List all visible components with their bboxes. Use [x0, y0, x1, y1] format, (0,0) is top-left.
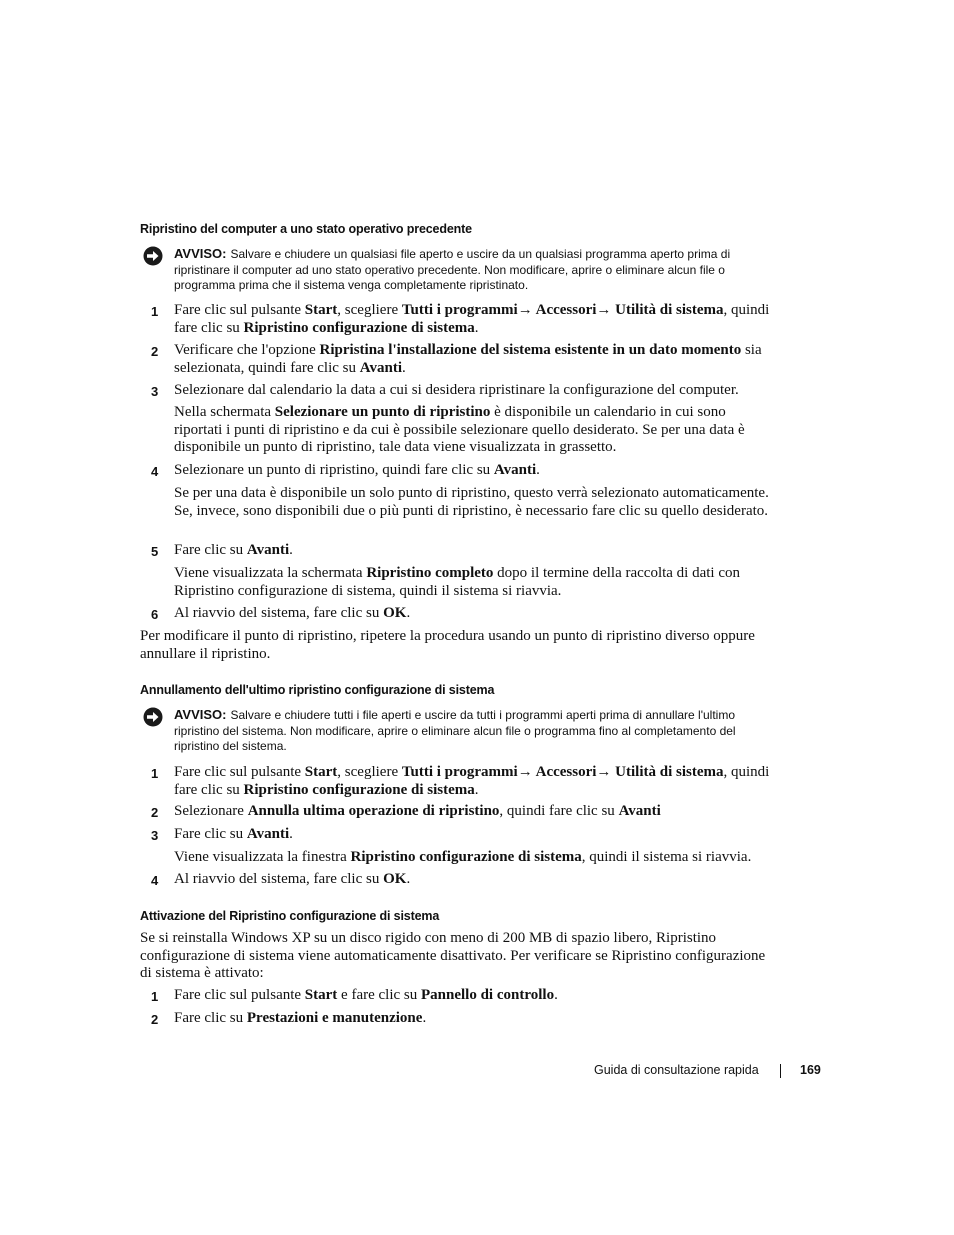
page-footer: [594, 1062, 821, 1078]
text-run: , quindi fare clic su: [499, 803, 619, 819]
bold-term: OK: [383, 871, 407, 887]
step-number: 6: [151, 607, 159, 622]
list-item: [140, 987, 770, 1005]
bold-term: Ripristino configurazione di sistema: [243, 781, 475, 798]
text-run: dopo il termine della raccolta di dati con Ripristino configurazione di sistema, quindi il sistema si riavvia.: [174, 565, 740, 599]
text-run: , quindi il sistema si riavvia.: [581, 849, 752, 865]
notice-label: AVVISO:: [174, 246, 227, 261]
text-run: , quindi fare clic su: [174, 764, 770, 798]
text-run: .: [289, 826, 293, 842]
bold-term: Avanti: [493, 462, 537, 478]
text-run: Se per una data è disponibile un solo punto di ripristino, questo verrà selezionato automaticamente. Se, invece, sono disponibili due o più punti di ripristino, è necessario fare clic su quello desiderato.: [174, 485, 769, 519]
step-note: [174, 849, 774, 867]
notice-arrow-icon: [143, 246, 163, 266]
list-item: [140, 605, 770, 623]
text-run: Nella schermata: [174, 404, 275, 420]
list-item: [140, 871, 770, 889]
list-item: [140, 1010, 770, 1028]
text-run: Fare clic su: [174, 826, 247, 842]
bold-term: Pannello di controllo: [421, 987, 555, 1003]
text-run: Fare clic sul pulsante: [174, 302, 305, 318]
bold-term: Ripristina l'installazione del sistema esistente in un dato momento: [319, 342, 742, 358]
text-run: .: [536, 462, 540, 478]
bold-term: Avanti: [246, 826, 290, 842]
section-heading: Attivazione del Ripristino configurazione di sistema: [140, 909, 440, 923]
text-run: .: [289, 542, 293, 558]
notice-label: AVVISO:: [174, 707, 227, 722]
step-text: [174, 764, 770, 799]
bold-term: Start: [304, 302, 338, 318]
text-run: Fare clic su: [174, 542, 247, 558]
list-item: [140, 462, 770, 480]
bold-term: Ripristino configurazione di sistema: [350, 849, 582, 865]
footer-title: Guida di consultazione rapida: [594, 1063, 759, 1077]
step-number: 1: [151, 989, 159, 1004]
step-number: 5: [151, 544, 159, 559]
step-number: 3: [151, 384, 159, 399]
text-run: Selezionare dal calendario la data a cui si desidera ripristinare la configurazione del computer.: [174, 382, 739, 398]
bold-term: Start: [304, 764, 338, 780]
section-heading: Annullamento dell'ultimo ripristino configurazione di sistema: [140, 683, 495, 697]
step-number: 2: [151, 344, 159, 359]
text-run: .: [554, 987, 558, 1003]
step-text: [174, 342, 770, 377]
text-run: , scegliere: [337, 764, 402, 780]
list-item: [140, 342, 770, 377]
step-text: [174, 542, 770, 560]
notice-box: [140, 707, 770, 755]
text-run: Viene visualizzata la schermata: [174, 565, 367, 581]
step-number: 4: [151, 873, 159, 888]
step-text: [174, 605, 770, 623]
step-number: 1: [151, 304, 159, 319]
step-note: [174, 485, 774, 520]
text-run: Fare clic su: [174, 1010, 247, 1026]
bold-term: Avanti: [618, 803, 661, 819]
text-run: Al riavvio del sistema, fare clic su: [174, 871, 384, 887]
bold-term: Ripristino configurazione di sistema: [243, 319, 475, 336]
bold-term: Prestazioni e manutenzione: [246, 1010, 423, 1026]
closing-paragraph: Per modificare il punto di ripristino, ripetere la procedura usando un punto di ripristino diverso oppure annullare il ripristino.: [140, 628, 755, 662]
text-run: Fare clic sul pulsante: [174, 987, 305, 1003]
text-run: .: [402, 359, 406, 376]
step-text: [174, 302, 770, 337]
text-run: .: [474, 319, 479, 336]
step-number: 1: [151, 766, 159, 781]
footer-divider: [780, 1064, 781, 1078]
section-heading: Ripristino del computer a uno stato operativo precedente: [140, 222, 472, 236]
step-note: [174, 565, 774, 600]
page-number: 169: [800, 1063, 821, 1077]
bold-term: Selezionare un punto di ripristino: [274, 404, 491, 420]
text-run: .: [422, 1010, 427, 1026]
bold-term: Start: [304, 987, 338, 1003]
bold-term: Avanti: [246, 542, 290, 558]
text-run: Viene visualizzata la finestra: [174, 849, 351, 865]
text-run: , scegliere: [337, 302, 402, 318]
step-text: [174, 1010, 770, 1028]
step-text: [174, 871, 770, 889]
list-item: [140, 803, 770, 821]
bold-term: Tutti i programmi→ Accessori→ Utilità di sistema: [401, 302, 724, 318]
step-note: [174, 404, 774, 457]
step-number: 3: [151, 828, 159, 843]
text-run: Selezionare: [174, 803, 248, 819]
list-item: [140, 826, 770, 844]
list-item: [140, 542, 770, 560]
bold-term: OK: [383, 605, 407, 621]
step-text: [174, 987, 770, 1005]
text-run: sia selezionata, quindi fare clic su: [174, 342, 762, 376]
text-run: Selezionare un punto di ripristino, quindi fare clic su: [174, 462, 494, 478]
text-run: e fare clic su: [337, 987, 421, 1003]
list-item: [140, 302, 770, 337]
step-text: [174, 382, 770, 400]
text-run: .: [406, 871, 411, 887]
bold-term: Tutti i programmi→ Accessori→ Utilità di sistema: [401, 764, 724, 780]
text-run: Al riavvio del sistema, fare clic su: [174, 605, 384, 621]
bold-term: Avanti: [359, 359, 402, 376]
text-run: , quindi fare clic su: [174, 302, 770, 336]
notice-arrow-icon: [143, 707, 163, 727]
step-text: [174, 803, 770, 821]
bold-term: Ripristino completo: [366, 565, 494, 581]
notice-text: Salvare e chiudere tutti i file aperti e uscire da tutti i programmi aperti prima di annullare l'ultimo ripristino del sistema. Non modificare, aprire o eliminare alcun file o programma fino al completamento del ripristino del sistema.: [174, 708, 736, 753]
notice-text: Salvare e chiudere un qualsiasi file aperto e uscire da un qualsiasi programma aperto prima di ripristinare il computer ad uno stato operativo precedente. Non modificare, aprire o eliminare alcun file o programma prima che il sistema venga completamente ripristinato.: [174, 247, 731, 292]
list-item: [140, 764, 770, 799]
step-number: 2: [151, 805, 159, 820]
step-text: [174, 826, 770, 844]
text-run: è disponibile un calendario in cui sono riportati i punti di ripristino e da cui è possibile selezionare quello desiderato. Se per una data è disponibile un punto di ripristino, tale data viene visualizzata in grassetto.: [174, 404, 745, 455]
notice-box: [140, 246, 770, 294]
intro-paragraph: Se si reinstalla Windows XP su un disco rigido con meno di 200 MB di spazio libero, Ripristino configurazione di sistema viene automaticamente disattivato. Per verificare se Ripristino configurazione di sistema è attivato:: [140, 930, 766, 981]
bold-term: Annulla ultima operazione di ripristino: [247, 803, 500, 819]
text-run: .: [406, 605, 411, 621]
step-text: [174, 462, 770, 480]
text-run: Fare clic sul pulsante: [174, 764, 305, 780]
step-number: 2: [151, 1012, 159, 1027]
list-item: [140, 382, 770, 400]
text-run: Verificare che l'opzione: [174, 342, 320, 358]
text-run: .: [474, 781, 479, 798]
step-number: 4: [151, 464, 159, 479]
